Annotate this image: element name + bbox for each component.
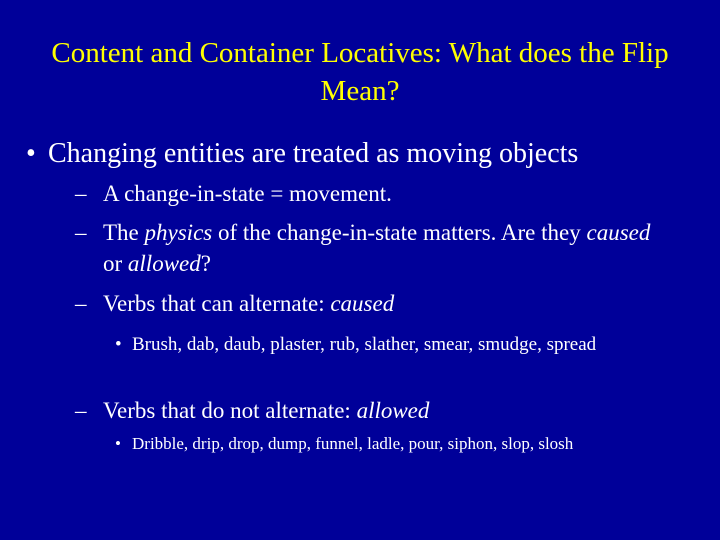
verb-list-text: Brush, dab, daub, plaster, rub, slather, smear, smudge, spread (132, 334, 597, 355)
emphasis-allowed: allowed (356, 398, 430, 423)
text-run: ? (200, 251, 211, 276)
sub-bullet-text: A change-in-state = movement. (103, 181, 392, 206)
text-run: The (103, 220, 145, 245)
dash-marker: – (75, 291, 87, 316)
bullet-marker: • (115, 334, 122, 355)
emphasis-physics: physics (144, 220, 213, 245)
sub-bullet-text (75, 395, 675, 426)
sub-bullet-change-in-state (75, 178, 675, 209)
text-run: or (103, 251, 128, 276)
dash-marker: – (75, 181, 87, 206)
emphasis-allowed: allowed (127, 251, 201, 276)
sub-bullet-not-alternate (75, 395, 675, 426)
verb-list-text: Dribble, drip, drop, dump, funnel, ladle, pour, siphon, slop, slosh (132, 434, 574, 453)
dash-marker: – (75, 398, 87, 423)
dash-marker: – (75, 220, 87, 245)
main-bullet-text: Changing entities are treated as moving objects (48, 138, 579, 169)
sub-bullet-can-alternate (75, 288, 675, 319)
bullet-marker: • (115, 434, 121, 453)
main-bullet (26, 137, 708, 171)
verb-list-non-alternating (115, 432, 695, 456)
sub-bullet-physics (75, 217, 665, 279)
bullet-marker: • (26, 138, 36, 169)
sub-bullet-text (75, 288, 675, 319)
text-run: Verbs that can alternate: (103, 291, 331, 316)
text-run: of the change-in-state matters. Are they (212, 220, 587, 245)
verb-list-alternating (115, 331, 655, 358)
sub-bullet-text (75, 217, 665, 279)
emphasis-caused: caused (330, 291, 395, 316)
text-run: Verbs that do not alternate: (103, 398, 357, 423)
slide-title: Content and Container Locatives: What does the Flip Mean? (51, 37, 669, 107)
emphasis-caused: caused (586, 220, 651, 245)
